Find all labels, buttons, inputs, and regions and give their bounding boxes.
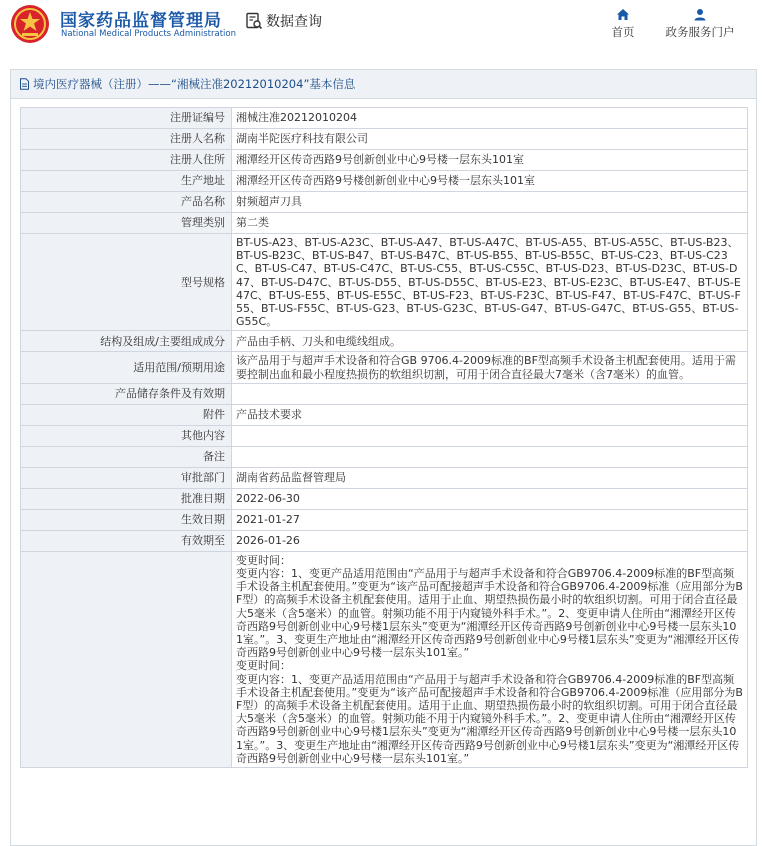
table-row [21,467,748,488]
row-value: 湘潭经开区传奇西路9号楼创新创业中心9号楼一层东头101室 [232,171,748,192]
row-value: 第二类 [232,213,748,234]
row-key: 有效期至 [21,530,232,551]
panel-title-bar [11,70,756,99]
row-value: 2021-01-27 [232,509,748,530]
row-key: 生产地址 [21,171,232,192]
row-value: BT-US-A23、BT-US-A23C、BT-US-A47、BT-US-A47C、BT-US-A55、BT-US-A55C、BT-US-B23、BT-US-B23C、BT-US-B47、BT-US-B47C、BT-US-B55、BT-US-B55C、BT-US-C23、BT-US-C23C、BT-US-C47、BT-US-C47C、BT-US-C55、BT-US-C55C、BT-US-D23、BT-US-D23C、BT-US-D47、BT-US-D47C、BT-US-D55、BT-US-D55C、BT-US-E23、BT-US-E23C、BT-US-E47、BT-US-E47C、BT-US-E55、BT-US-E55C、BT-US-F23、BT-US-F23C、BT-US-F47、BT-US-F47C、BT-US-F55、BT-US-F55C、BT-US-G23、BT-US-G23C、BT-US-G47、BT-US-G47C、BT-US-G55、BT-US-G55C。 [232,234,748,331]
table-row [21,530,748,551]
row-key: 其他内容 [21,425,232,446]
row-value: 产品技术要求 [232,404,748,425]
table-row [21,150,748,171]
table-row [21,192,748,213]
row-key: 结构及组成/主要组成成分 [21,331,232,352]
change-history-value [232,551,748,767]
row-key: 型号规格 [21,234,232,331]
nav-gov-portal[interactable] [660,8,740,40]
table-row [21,171,748,192]
table-row [21,446,748,467]
row-value: 湘潭经开区传奇西路9号创新创业中心9号楼一层东头101室 [232,150,748,171]
row-value: 2026-01-26 [232,530,748,551]
registration-info-table [20,107,748,768]
row-value [232,446,748,467]
site-header [0,0,763,48]
row-value [232,383,748,404]
table-row [21,129,748,150]
brand-name-en: National Medical Products Administration [61,29,236,39]
row-value: 湖南省药品监督管理局 [232,467,748,488]
row-value [232,425,748,446]
row-key: 批准日期 [21,488,232,509]
document-icon [19,78,30,90]
row-key: 注册人住所 [21,150,232,171]
row-key: 产品储存条件及有效期 [21,383,232,404]
row-value: 产品由手柄、刀头和电缆线组成。 [232,331,748,352]
row-value: 湖南半陀医疗科技有限公司 [232,129,748,150]
panel-title: 境内医疗器械（注册）——“湘械注准20212010204”基本信息 [33,77,356,91]
change-time-label: 变更时间： [236,659,291,673]
detail-panel [10,69,757,846]
change-content: 变更内容：1、变更产品适用范围由“产品用于与超声手术设备和符合GB9706.4-2009标准的BF型高频手术设备主机配套使用。”变更为“该产品可配接超声手术设备和符合GB9706.4-2009标准（应用部分为BF型）的高频手术设备主机配套使用。适用于止血、期望热损伤最小时的软组织切割。可用于闭合直径最大5毫米（含5毫米）的血管。射频功能不用于内窥镜外科手术。”。2、变更申请人住所由“湘潭经开区传奇西路9号创新创业中心9号楼1层东头”变更为“湘潭经开区传奇西路9号创新创业中心9号楼一层东头101室。”。3、变更生产地址由“湘潭经开区传奇西路9号创新创业中心9号楼1层东头”变更为“湘潭经开区传奇西路9号创新创业中心9号楼一层东头101室。” [236,567,743,660]
user-icon [693,8,707,21]
table-row [21,213,748,234]
table-row [21,352,748,383]
table-row [21,383,748,404]
table-row [21,331,748,352]
data-query-link[interactable] [245,11,322,31]
national-emblem-icon [10,4,50,44]
nav-home[interactable] [608,8,638,40]
row-value: 射频超声刀具 [232,192,748,213]
nav-home-label: 首页 [611,25,635,39]
table-row [21,404,748,425]
data-query-label: 数据查询 [266,14,322,30]
row-key: 生效日期 [21,509,232,530]
document-search-icon [245,12,263,30]
table-row [21,425,748,446]
change-history-key [21,551,232,767]
table-row [21,234,748,331]
brand-name-cn: 国家药品监督管理局 [60,11,222,31]
change-time-label: 变更时间： [236,553,291,567]
change-history-row [21,551,748,767]
nav-gov-portal-label: 政务服务门户 [665,25,735,39]
table-row [21,509,748,530]
row-key: 备注 [21,446,232,467]
row-key: 注册证编号 [21,108,232,129]
row-value: 该产品用于与超声手术设备和符合GB 9706.4-2009标准的BF型高频手术设备主机配套使用。适用于需要控制出血和最小程度热损伤的软组织切割，可用于闭合直径最大7毫米（含7毫米）的血管。 [232,352,748,383]
row-value: 湘械注准20212010204 [232,108,748,129]
change-entry [236,554,743,660]
row-value: 2022-06-30 [232,488,748,509]
row-key: 产品名称 [21,192,232,213]
row-key: 管理类别 [21,213,232,234]
table-row [21,488,748,509]
table-row [21,108,748,129]
home-icon [616,8,630,21]
row-key: 附件 [21,404,232,425]
change-entry [236,659,743,765]
row-key: 审批部门 [21,467,232,488]
row-key: 注册人名称 [21,129,232,150]
change-content: 变更内容：1、变更产品适用范围由“产品用于与超声手术设备和符合GB9706.4-2009标准的BF型高频手术设备主机配套使用。”变更为“该产品可配接超声手术设备和符合GB9706.4-2009标准（应用部分为BF型）的高频手术设备主机配套使用。适用于止血、期望热损伤最小时的软组织切割。可用于闭合直径最大5毫米（含5毫米）的血管。射频功能不用于内窥镜外科手术。”。2、变更申请人住所由“湘潭经开区传奇西路9号创新创业中心9号楼1层东头”变更为“湘潭经开区传奇西路9号创新创业中心9号楼一层东头101室。”。3、变更生产地址由“湘潭经开区传奇西路9号创新创业中心9号楼1层东头”变更为“湘潭经开区传奇西路9号创新创业中心9号楼一层东头101室。” [236,672,743,765]
row-key: 适用范围/预期用途 [21,352,232,383]
